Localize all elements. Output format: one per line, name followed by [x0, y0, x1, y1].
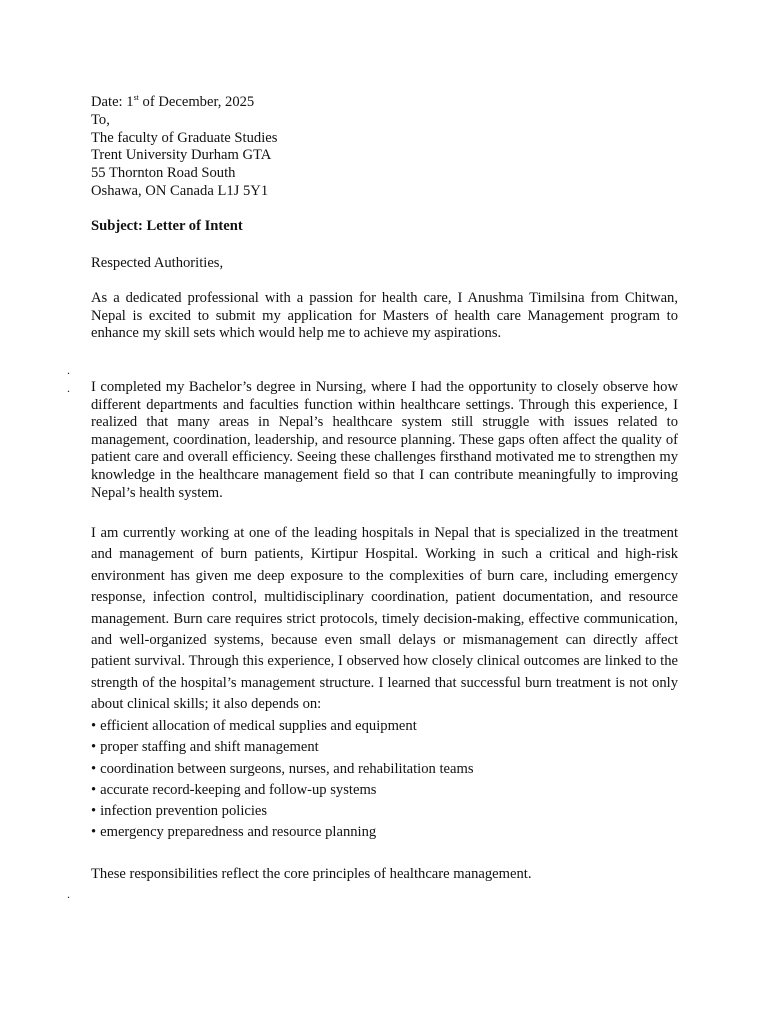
- list-item: • infection prevention policies: [91, 801, 678, 822]
- bullet-list-block: [91, 716, 678, 844]
- letter-header: [91, 94, 678, 201]
- letter-subject: Subject: Letter of Intent: [91, 218, 243, 234]
- margin-mark: .: [67, 887, 70, 901]
- margin-mark: .: [67, 363, 70, 377]
- closing-block: [91, 866, 678, 884]
- list-item: • emergency preparedness and resource planning: [91, 822, 678, 843]
- bullet-list: [91, 716, 678, 844]
- salutation-block: [91, 255, 678, 273]
- list-item: • accurate record-keeping and follow-up systems: [91, 780, 678, 801]
- paragraph-experience: I am currently working at one of the leading hospitals in Nepal that is specialized in the treatment and management of burn patients, Kirtipur Hospital. Working in such a critical and high-risk environment has given me deep exposure to the complexities of burn care, including emergency response, infection control, multidisciplinary coordination, patient documentation, and resource management. Burn care requires strict protocols, timely decision-making, effective communication, and well-organized systems, because even small delays or mismanagement can directly affect patient survival. Through this experience, I observed how closely clinical outcomes are linked to the strength of the hospital’s management structure. I learned that successful burn treatment is not only about clinical skills; it also depends on:: [91, 525, 678, 713]
- list-item: • coordination between surgeons, nurses, and rehabilitation teams: [91, 759, 678, 780]
- recipient-line: The faculty of Graduate Studies: [91, 129, 278, 146]
- recipient-line: To,: [91, 111, 110, 128]
- paragraph-intro: As a dedicated professional with a passion for health care, I Anushma Timilsina from Chitwan, Nepal is excited to submit my application for Masters of health care Management program to enhance my skill sets which would help me to achieve my aspirations.: [91, 290, 678, 342]
- closing-sentence: These responsibilities reflect the core principles of healthcare management.: [91, 866, 532, 882]
- paragraph-education: I completed my Bachelor’s degree in Nursing, where I had the opportunity to closely observe how different departments and faculties function within healthcare settings. Through this experience, I realized that many areas in Nepal’s healthcare system still struggle with issues related to management, coordination, leadership, and resource planning. These gaps often affect the quality of patient care and overall efficiency. Seeing these challenges firsthand motivated me to strengthen my knowledge in the healthcare management field so that I can contribute meaningfully to improving Nepal’s health system.: [91, 379, 678, 501]
- letter-date: Date: 1st of December, 2025: [91, 93, 255, 110]
- recipient-line: Oshawa, ON Canada L1J 5Y1: [91, 182, 269, 199]
- subject-block: [91, 218, 678, 236]
- list-item: • efficient allocation of medical supplies and equipment: [91, 716, 678, 737]
- margin-mark: .: [67, 381, 70, 395]
- list-item: • proper staffing and shift management: [91, 737, 678, 758]
- recipient-line: 55 Thornton Road South: [91, 165, 236, 182]
- letter-salutation: Respected Authorities,: [91, 255, 224, 271]
- recipient-line: Trent University Durham GTA: [91, 147, 272, 164]
